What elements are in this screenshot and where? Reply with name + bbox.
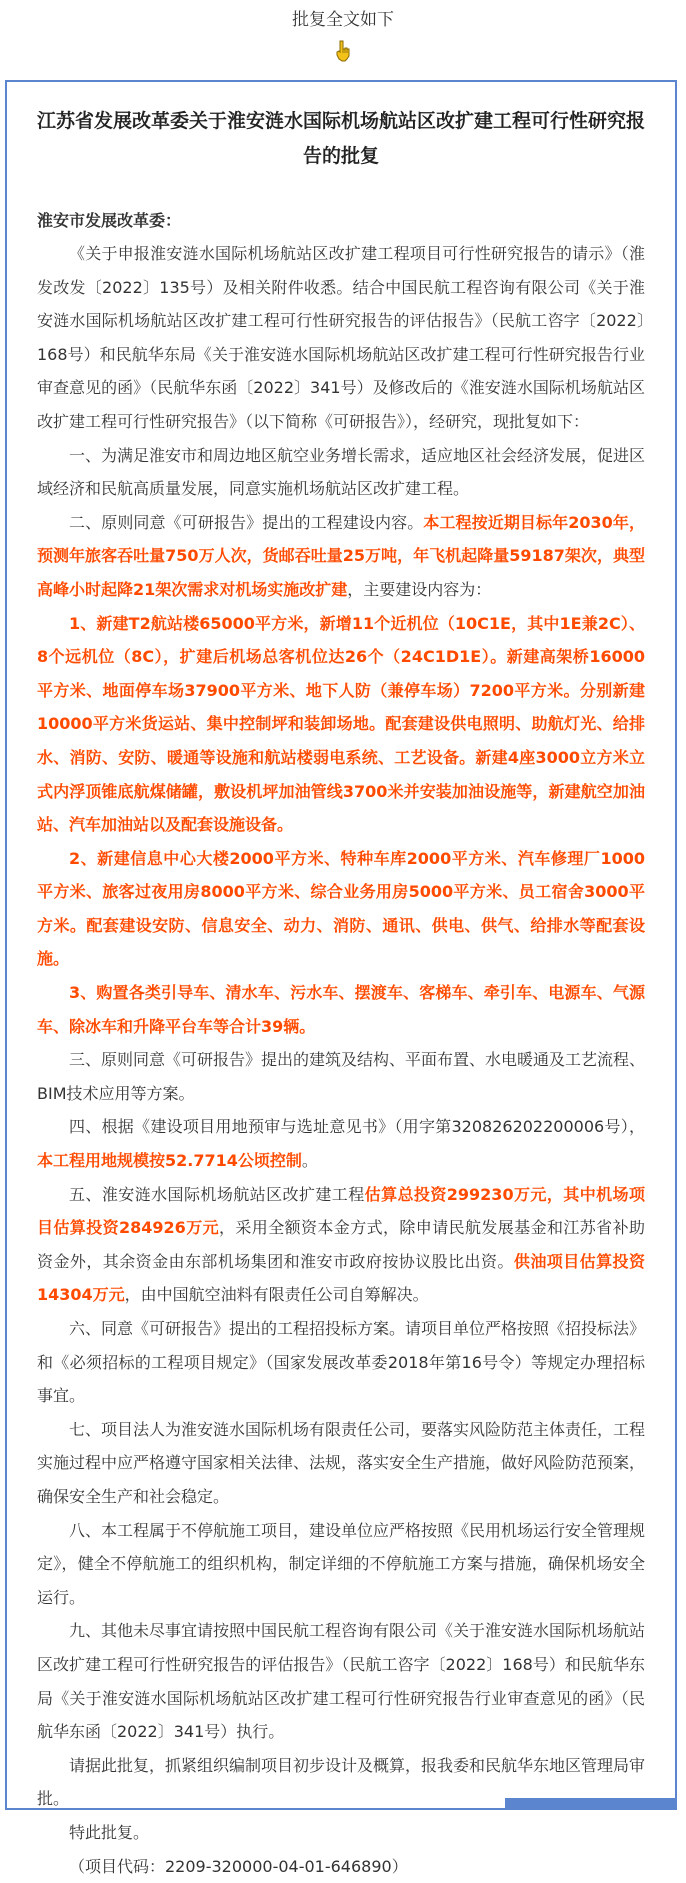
highlighted-text: 供油项目估算投资14304万元: [37, 1252, 645, 1305]
paragraph-text: 六、同意《可研报告》提出的工程招投标方案。请项目单位严格按照《招投标法》和《必须招标的工程项目规定》（国家发展改革委2018年第16号令）等规定办理招标事宜。: [37, 1319, 645, 1405]
paragraph-text: 四、根据《建设项目用地预审与选址意见书》（用字第320826202200006号），: [69, 1117, 645, 1136]
paragraph-text: 请据此批复，抓紧组织编制项目初步设计及概算，报我委和民航华东地区管理局审批。: [37, 1756, 645, 1809]
paragraph-text: 特此批复。: [69, 1823, 149, 1842]
paragraph-6: [37, 976, 645, 1043]
paragraph-text: ，采用全额资本金方式，除申请民航发展基金和江苏省补助资金外，其余资金由东部机场集团和淮安市政府按协议股比出资。: [37, 1218, 645, 1271]
paragraph-text: 一、为满足淮安市和周边地区航空业务增长需求，适应地区社会经济发展，促进区域经济和民航高质量发展，同意实施机场航站区改扩建工程。: [37, 446, 645, 499]
paragraph-16: [37, 1850, 645, 1883]
paragraph-text: ，主要建设内容为：: [347, 580, 491, 599]
paragraph-text: 九、其他未尽事宜请按照中国民航工程咨询有限公司《关于淮安涟水国际机场航站区改扩建工程可行性研究报告的评估报告》（民航工咨字〔2022〕168号）和民航华东局《关于淮安涟水国际机场航站区改扩建工程可行性研究报告行业审查意见的函》（民航华东函〔2022〕341号）执行。: [37, 1621, 645, 1741]
paragraph-text: 七、项目法人为淮安涟水国际机场有限责任公司，要落实风险防范主体责任，工程实施过程中应严格遵守国家相关法律、法规，落实安全生产措施，做好风险防范预案，确保安全生产和社会稳定。: [37, 1420, 645, 1506]
document-title: 江苏省发展改革委关于淮安涟水国际机场航站区改扩建工程可行性研究报告的批复: [37, 104, 645, 174]
paragraph-text: ，由中国航空油料有限责任公司自筹解决。: [125, 1285, 429, 1304]
paragraph-text: 五、淮安涟水国际机场航站区改扩建工程: [69, 1185, 365, 1204]
highlighted-text: 本工程用地规模按52.7714公顷控制: [37, 1151, 302, 1170]
hand-pointing-down-icon-svg: [335, 40, 351, 62]
paragraph-4: [37, 607, 645, 842]
approval-document: [5, 80, 677, 1810]
paragraph-text: （项目代码：2209-320000-04-01-646890）: [69, 1857, 408, 1876]
highlighted-text: 2、新建信息中心大楼2000平方米、特种车库2000平方米、汽车修理厂1000平方米、旅客过夜用房8000平方米、综合业务用房5000平方米、员工宿舍3000平方米。配套建设安防、信息安全、动力、消防、通讯、供电、供气、给排水等配套设施。: [37, 849, 645, 969]
corner-decoration: [505, 1798, 675, 1808]
paragraph-11: [37, 1413, 645, 1514]
highlighted-text: 1、新建T2航站楼65000平方米，新增11个近机位（10C1E，其中1E兼2C）、8个远机位（8C），扩建后机场总客机位达26个（24C1D1E）。新建高架桥16000平方米、地面停车场37900平方米、地下人防（兼停车场）7200平方米。分别新建10000平方米货运站、集中控制坪和装卸场地。配套建设供电照明、助航灯光、给排水、消防、安防、暖通等设施和航站楼弱电系统、工艺设备。新建4座3000立方米立式内浮顶锥底航煤储罐，敷设机坪加油管线3700米并安装加油设施等，新建航空加油站、汽车加油站以及配套设施设备。: [37, 614, 645, 835]
paragraph-13: [37, 1614, 645, 1748]
paragraph-7: [37, 1043, 645, 1110]
paragraph-2: [37, 439, 645, 506]
intro-text: 批复全文如下: [0, 0, 686, 32]
paragraph-3: [37, 506, 645, 607]
highlighted-text: 3、购置各类引导车、清水车、污水车、摆渡车、客梯车、牵引车、电源车、气源车、除冰车和升降平台车等合计39辆。: [37, 983, 645, 1036]
paragraph-text: 三、原则同意《可研报告》提出的建筑及结构、平面布置、水电暖通及工艺流程、BIM技术应用等方案。: [37, 1050, 645, 1103]
addressee: 淮安市发展改革委：: [37, 204, 645, 237]
highlighted-text: 估算总投资299230万元，其中机场项目估算投资284926万元: [37, 1185, 645, 1238]
paragraph-5: [37, 842, 645, 976]
paragraph-15: [37, 1816, 645, 1850]
document-body: [37, 237, 645, 1883]
paragraph-text: 八、本工程属于不停航施工项目，建设单位应严格按照《民用机场运行安全管理规定》，健全不停航施工的组织机构，制定详细的不停航施工方案与措施，确保机场安全运行。: [37, 1521, 645, 1607]
paragraph-8: [37, 1110, 645, 1177]
paragraph-text: 《关于申报淮安涟水国际机场航站区改扩建工程项目可行性研究报告的请示》（淮发改发〔2022〕135号）及相关附件收悉。结合中国民航工程咨询有限公司《关于淮安涟水国际机场航站区改扩建工程可行性研究报告的评估报告》（民航工咨字〔2022〕168号）和民航华东局《关于淮安涟水国际机场航站区改扩建工程可行性研究报告行业审查意见的函》（民航华东函〔2022〕341号）及修改后的《淮安涟水国际机场航站区改扩建工程可行性研究报告》（以下简称《可研报告》），经研究，现批复如下：: [37, 244, 645, 431]
paragraph-10: [37, 1312, 645, 1413]
paragraph-1: [37, 237, 645, 439]
paragraph-text: 二、原则同意《可研报告》提出的工程建设内容。: [69, 513, 423, 532]
paragraph-9: [37, 1178, 645, 1312]
paragraph-text: 。: [302, 1151, 318, 1170]
paragraph-12: [37, 1514, 645, 1615]
hand-pointing-down-icon: [0, 40, 686, 66]
highlighted-text: 本工程按近期目标年2030年，预测年旅客吞吐量750万人次，货邮吞吐量25万吨，年飞机起降量59187架次，典型高峰小时起降21架次需求对机场实施改扩建: [37, 513, 645, 599]
